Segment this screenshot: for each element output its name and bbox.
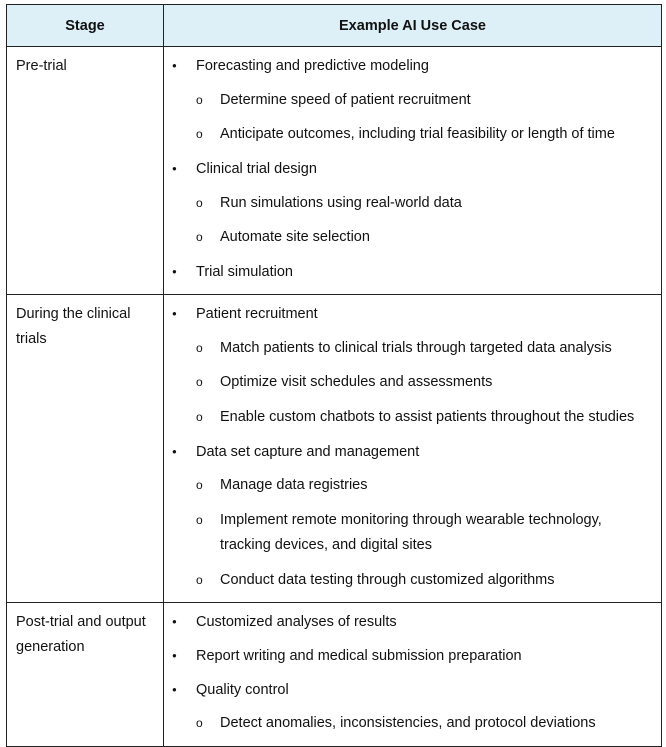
- bullet-icon: ●: [172, 446, 177, 456]
- list-item: [164, 157, 661, 181]
- list-item-text: Data set capture and management: [196, 443, 420, 460]
- sub-list-item: [164, 405, 645, 430]
- list-item-text: Quality control: [196, 681, 289, 698]
- list-item-text: Anticipate outcomes, including trial feasibility or length of time: [220, 126, 615, 143]
- list-item: [164, 610, 661, 634]
- list-item: [164, 260, 661, 284]
- table-row: [7, 47, 662, 295]
- sub-list-item: [164, 508, 645, 558]
- sub-list-item: [164, 122, 645, 147]
- list-item-text: Optimize visit schedules and assessments: [220, 374, 493, 391]
- list-item-text: Match patients to clinical trials through targeted data analysis: [220, 339, 612, 356]
- bullet-icon: ●: [172, 651, 177, 660]
- stage-cell: [7, 603, 164, 747]
- circle-bullet-icon: o: [196, 512, 203, 527]
- use-case-cell: [164, 603, 662, 747]
- list-item-text: Implement remote monitoring through wearable technology, tracking devices, and digital sites: [220, 511, 602, 553]
- list-item-text: Detect anomalies, inconsistencies, and protocol deviations: [220, 715, 596, 732]
- sub-list-item: [164, 225, 645, 250]
- sub-list-item: [164, 711, 645, 736]
- sub-list-item: [164, 473, 645, 498]
- circle-bullet-icon: o: [196, 478, 203, 493]
- circle-bullet-icon: o: [196, 340, 203, 355]
- list-item-text: Run simulations using real-world data: [220, 194, 462, 211]
- list-item-text: Customized analyses of results: [196, 614, 397, 631]
- header-row: [7, 5, 662, 47]
- list-item: [164, 54, 661, 78]
- list-item-text: Trial simulation: [196, 264, 293, 281]
- list-item-text: Report writing and medical submission preparation: [196, 648, 522, 664]
- sub-list-item: [164, 88, 645, 113]
- list-item-text: Enable custom chatbots to assist patients throughout the studies: [220, 408, 635, 425]
- stage-label: Post-trial and output generation: [16, 614, 146, 656]
- list-item-text: Clinical trial design: [196, 161, 317, 178]
- stage-cell: [7, 294, 164, 603]
- bullet-icon: ●: [172, 164, 177, 174]
- header-stage: Stage: [7, 5, 164, 47]
- header-use-case: Example AI Use Case: [164, 5, 662, 47]
- circle-bullet-icon: o: [196, 409, 203, 424]
- circle-bullet-icon: o: [196, 92, 203, 107]
- list-item: [164, 678, 661, 702]
- sub-list-item: [164, 568, 645, 593]
- list-item-text: Conduct data testing through customized algorithms: [220, 571, 555, 588]
- table-row: [7, 294, 662, 603]
- circle-bullet-icon: o: [196, 572, 203, 587]
- list-item: [164, 644, 661, 668]
- bullet-icon: ●: [172, 61, 177, 70]
- stage-label: Pre-trial: [16, 58, 67, 74]
- stage-cell: [7, 47, 164, 295]
- list-item-text: Determine speed of patient recruitment: [220, 91, 471, 108]
- list-item-text: Automate site selection: [220, 229, 370, 246]
- sub-list-item: [164, 370, 645, 395]
- table-row: [7, 603, 662, 747]
- sub-list-item: [164, 191, 645, 216]
- list-item-text: Manage data registries: [220, 477, 368, 494]
- stage-label: During the clinical trials: [16, 305, 131, 347]
- circle-bullet-icon: o: [196, 127, 203, 142]
- list-item: [164, 440, 661, 464]
- bullet-icon: ●: [172, 267, 177, 277]
- bullet-icon: ●: [172, 684, 177, 694]
- bullet-icon: ●: [172, 308, 177, 318]
- circle-bullet-icon: o: [196, 716, 203, 731]
- list-item-text: Forecasting and predictive modeling: [196, 58, 429, 74]
- bullet-icon: ●: [172, 617, 177, 627]
- list-item-text: Patient recruitment: [196, 305, 318, 322]
- sub-list-item: [164, 336, 645, 361]
- use-case-cell: [164, 47, 662, 295]
- circle-bullet-icon: o: [196, 230, 203, 245]
- circle-bullet-icon: o: [196, 195, 203, 210]
- ai-use-case-table: [6, 4, 662, 747]
- use-case-cell: [164, 294, 662, 603]
- circle-bullet-icon: o: [196, 375, 203, 390]
- list-item: [164, 302, 661, 326]
